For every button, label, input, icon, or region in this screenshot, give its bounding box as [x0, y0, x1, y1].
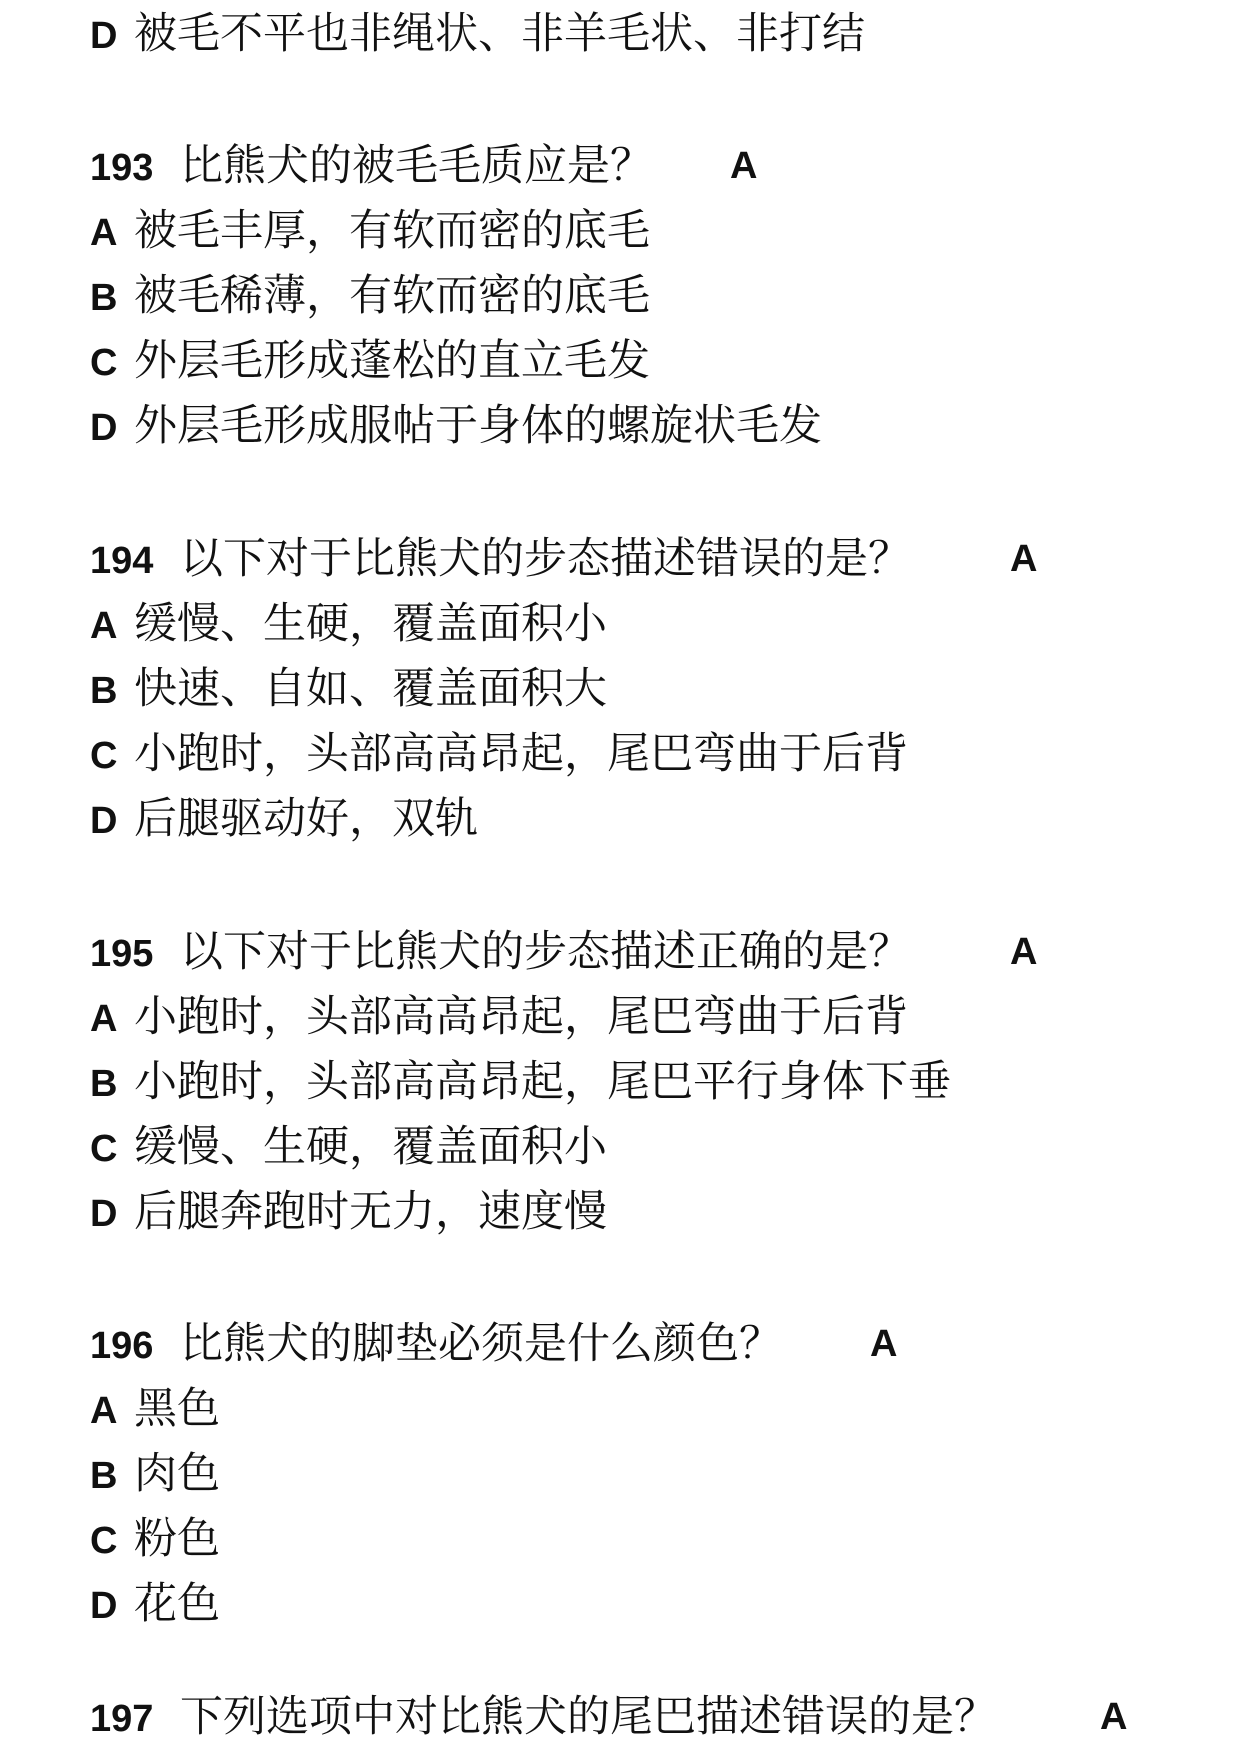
option-text: 被毛丰厚，有软而密的底毛: [134, 206, 650, 256]
question-stem: 下列选项中对比熊犬的尾巴描述错误的是？: [180, 1692, 997, 1742]
option-text: 小跑时，头部高高昂起，尾巴弯曲于后背: [134, 729, 908, 779]
option-letter: D: [90, 1193, 118, 1235]
question-stem-line: [90, 920, 1190, 985]
question-number: 193: [90, 147, 154, 189]
option-text: 粉色: [134, 1514, 220, 1564]
option-letter: A: [90, 998, 118, 1040]
previous-question-fragment: [90, 2, 1190, 67]
option-letter: A: [90, 1390, 118, 1432]
option-text: 小跑时，头部高高昂起，尾巴弯曲于后背: [134, 992, 908, 1042]
option-text: 小跑时，头部高高昂起，尾巴平行身体下垂: [134, 1057, 951, 1107]
question-number: 195: [90, 933, 154, 975]
question-number: 194: [90, 540, 154, 582]
option-line: [90, 1377, 1190, 1442]
answer-key: A: [1010, 931, 1038, 973]
option-letter: B: [90, 670, 118, 712]
option-line: [90, 329, 1190, 394]
question-stem-line: [90, 1685, 1190, 1750]
option-letter: C: [90, 1128, 118, 1170]
option-letter: D: [90, 407, 118, 449]
option-letter: B: [90, 1455, 118, 1497]
option-line: [90, 2, 1190, 67]
question-stem-line: [90, 134, 1190, 199]
question-stem-line: [90, 527, 1190, 592]
option-text: 后腿驱动好，双轨: [134, 794, 478, 844]
question-stem: 比熊犬的脚垫必须是什么颜色？: [180, 1319, 782, 1369]
option-text: 花色: [134, 1579, 220, 1629]
option-text: 肉色: [134, 1449, 220, 1499]
option-line: [90, 1442, 1190, 1507]
answer-key: A: [870, 1323, 898, 1365]
option-line: [90, 722, 1190, 787]
option-text: 缓慢、生硬，覆盖面积小: [134, 599, 607, 649]
option-line: [90, 1572, 1190, 1637]
option-letter: A: [90, 605, 118, 647]
option-line: [90, 985, 1190, 1050]
option-letter: C: [90, 342, 118, 384]
option-line: [90, 1507, 1190, 1572]
option-line: [90, 394, 1190, 459]
question-stem: 比熊犬的被毛毛质应是？: [180, 141, 653, 191]
question-stem-line: [90, 1312, 1190, 1377]
question-number: 197: [90, 1698, 154, 1740]
option-letter: D: [90, 1585, 118, 1627]
option-line: [90, 1180, 1190, 1245]
option-line: [90, 1050, 1190, 1115]
option-letter: C: [90, 735, 118, 777]
question-197: [90, 1685, 1190, 1750]
option-letter: D: [90, 800, 118, 842]
option-letter: C: [90, 1520, 118, 1562]
option-text: 后腿奔跑时无力，速度慢: [134, 1187, 607, 1237]
question-stem: 以下对于比熊犬的步态描述错误的是？: [180, 534, 911, 584]
question-number: 196: [90, 1325, 154, 1367]
answer-key: A: [1100, 1696, 1128, 1738]
answer-key: A: [1010, 538, 1038, 580]
question-stem: 以下对于比熊犬的步态描述正确的是？: [180, 927, 911, 977]
option-text: 快速、自如、覆盖面积大: [134, 664, 607, 714]
option-line: [90, 657, 1190, 722]
option-letter: A: [90, 212, 118, 254]
question-196: [90, 1312, 1190, 1637]
option-text: 黑色: [134, 1384, 220, 1434]
question-195: [90, 920, 1190, 1245]
option-letter: D: [90, 15, 118, 57]
option-text: 外层毛形成蓬松的直立毛发: [134, 336, 650, 386]
option-text: 被毛稀薄，有软而密的底毛: [134, 271, 650, 321]
question-193: [90, 134, 1190, 459]
answer-key: A: [730, 145, 758, 187]
question-194: [90, 527, 1190, 852]
option-text: 缓慢、生硬，覆盖面积小: [134, 1122, 607, 1172]
option-line: [90, 592, 1190, 657]
option-line: [90, 1115, 1190, 1180]
option-letter: B: [90, 1063, 118, 1105]
option-text: 被毛不平也非绳状、非羊毛状、非打结: [134, 9, 865, 59]
option-line: [90, 264, 1190, 329]
option-text: 外层毛形成服帖于身体的螺旋状毛发: [134, 401, 822, 451]
option-letter: B: [90, 277, 118, 319]
option-line: [90, 199, 1190, 264]
option-line: [90, 787, 1190, 852]
